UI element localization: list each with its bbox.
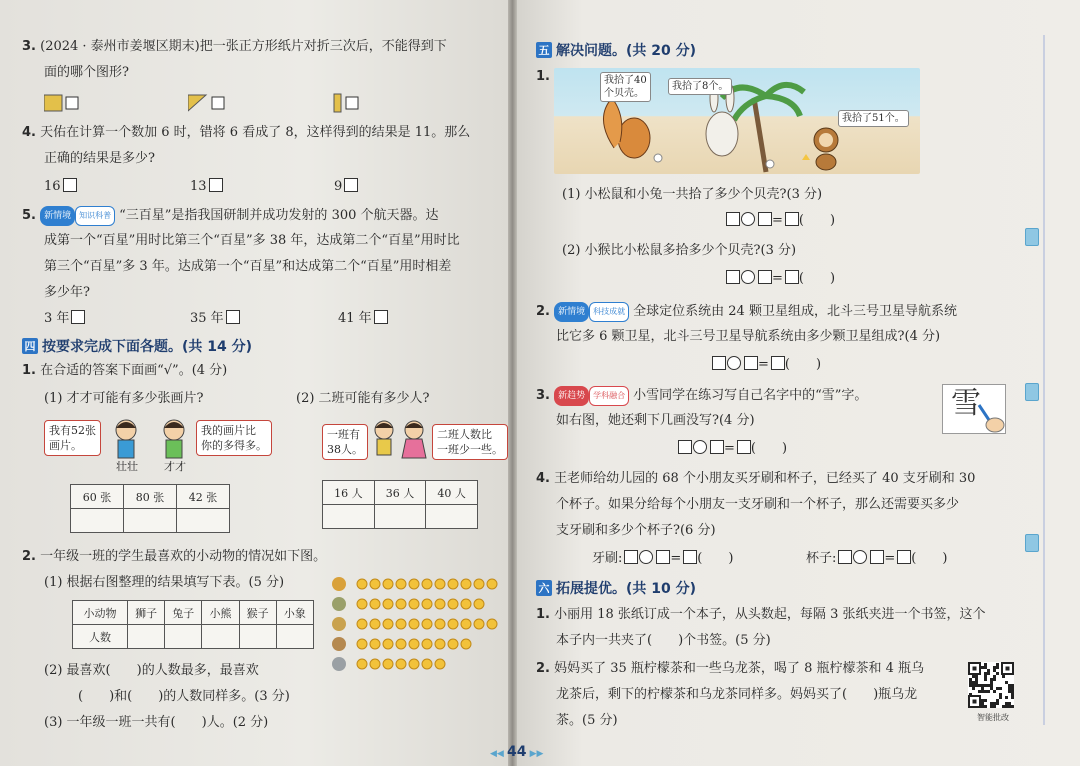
tally-dot <box>435 619 445 629</box>
q5-option-3[interactable]: 41 年 <box>338 310 388 328</box>
tally-dot <box>370 599 380 609</box>
toothbrush-equation[interactable]: 牙刷: = ( ) <box>592 551 734 566</box>
answer-cell[interactable] <box>165 625 202 649</box>
section-4-header: 四 按要求完成下面各题。(共 14 分) <box>22 336 252 356</box>
animal-tally-table <box>72 600 314 649</box>
qr-code-block[interactable] <box>968 662 1018 722</box>
tally-dot <box>370 579 380 589</box>
character-practice-box <box>942 384 1006 434</box>
tally-dot <box>357 599 367 609</box>
tally-dot <box>383 579 393 589</box>
tally-dot <box>409 619 419 629</box>
table-cell: 60 张 <box>71 485 124 509</box>
q4-option-2[interactable]: 13 <box>190 178 223 196</box>
section-badge: 六 <box>536 580 552 596</box>
new-context-tag: 新情境 <box>40 206 75 226</box>
picture-count-table <box>70 484 230 533</box>
tally-dot <box>383 639 393 649</box>
book-spine <box>508 0 517 766</box>
question-5-line2: 成第一个“百星”用时比第三个“百星”多 38 年，达成第二个“百星”用时比 <box>44 233 460 248</box>
extension-question-2: 2. 妈妈买了 35 瓶柠檬茶和一些乌龙茶，喝了 8 瓶柠檬茶和 4 瓶乌 <box>536 661 925 676</box>
s4q2-sub2-line1: (2) 最喜欢( )的人数最多，最喜欢 <box>44 663 259 678</box>
s4q2-sub3: (3) 一年级一班一共有( )人。(2 分) <box>44 715 269 730</box>
table-header: 兔子 <box>165 601 202 625</box>
answer-cell[interactable] <box>276 625 313 649</box>
tally-dot <box>461 619 471 629</box>
shape-option-c[interactable] <box>332 93 372 117</box>
answer-cell[interactable] <box>202 625 239 649</box>
q4-option-1[interactable]: 16 <box>44 178 77 196</box>
q5-option-2[interactable]: 35 年 <box>190 310 240 328</box>
speech-bubble: 我拾了40 个贝壳。 <box>600 72 651 102</box>
animal-icon <box>332 637 346 651</box>
question-4: 4. 天佑在计算一个数加 6 时，错将 6 看成了 8，这样得到的结果是 11。那么 <box>22 125 471 140</box>
table-header: 狮子 <box>127 601 164 625</box>
r-q4-line2: 个杯子。如果分给每个小朋友一支牙刷和一个杯子，那么还需要买多少 <box>556 497 960 512</box>
tally-dot <box>435 599 445 609</box>
animal-icon <box>332 617 346 631</box>
table-cell: 42 张 <box>177 485 230 509</box>
margin-rule <box>1043 35 1045 725</box>
tally-dot <box>487 579 497 589</box>
tally-dot <box>448 639 458 649</box>
tally-dot <box>409 599 419 609</box>
table-header: 猴子 <box>239 601 276 625</box>
answer-cell[interactable] <box>239 625 276 649</box>
class-size-table <box>322 480 478 529</box>
new-trend-tag: 新趋势 <box>554 386 589 406</box>
tally-dot <box>383 659 393 669</box>
knowledge-tag: 知识科普 <box>75 206 115 226</box>
tally-dot <box>474 619 484 629</box>
animal-icon <box>332 657 346 671</box>
tally-dot <box>357 639 367 649</box>
e2-line2: 龙茶后，剩下的柠檬茶和乌龙茶同样多。妈妈买了( )瓶乌龙 <box>556 687 918 702</box>
extension-question-1: 1. 小丽用 18 张纸订成一个本子，从头数起，每隔 3 张纸夹进一个书签，这个 <box>536 607 986 622</box>
shape-option-b[interactable] <box>188 93 232 117</box>
speech-bubble: 一班有 38人。 <box>322 424 368 460</box>
question-5-line3: 第三个“百星”多 3 年。达成第一个“百星”和达成第二个“百星”用时相差 <box>44 259 452 274</box>
tally-dot <box>435 639 445 649</box>
answer-box[interactable] <box>71 310 85 324</box>
tally-dot <box>370 659 380 669</box>
tally-dot <box>396 639 406 649</box>
practice-character: 雪 <box>951 386 981 421</box>
q4-option-3[interactable]: 9 <box>334 178 358 196</box>
tally-dot <box>383 599 393 609</box>
half-rect-shape-icon <box>44 94 84 112</box>
s4-question-1: 1. 在合适的答案下面画“√”。(4 分) <box>22 363 228 378</box>
answer-cell[interactable] <box>426 505 478 529</box>
table-cell: 16 人 <box>323 481 375 505</box>
shape-option-a[interactable] <box>44 94 84 116</box>
r-question-1: 1. <box>536 69 550 84</box>
tally-dot <box>370 639 380 649</box>
tally-dot <box>461 639 471 649</box>
tally-dot <box>422 619 432 629</box>
question-5-line4: 多少年? <box>44 285 90 300</box>
two-kids-illustration-icon <box>370 418 432 466</box>
section-6-header: 六 拓展提优。(共 10 分) <box>536 578 696 598</box>
side-tab <box>1025 534 1039 552</box>
answer-cell[interactable] <box>374 505 426 529</box>
side-tab <box>1025 383 1039 401</box>
r-question-3: 3. 新趋势 学科融合 小雪同学在练习写自己名字中的“雪”字。 <box>536 386 867 406</box>
name-label: 壮壮 <box>116 460 138 473</box>
answer-cell[interactable] <box>71 509 124 533</box>
page-number: ◀◀ 44 ▶▶ <box>490 744 544 760</box>
tally-dot <box>357 619 367 629</box>
row-label: 人数 <box>73 625 128 649</box>
tally-dot <box>396 599 406 609</box>
r-q3-line2: 如右图，她还剩下几画没写?(4 分) <box>556 413 755 428</box>
r-q1-sub2: (2) 小猴比小松鼠多拾多少个贝壳?(3 分) <box>562 243 797 258</box>
question-5: 5. 新情境 知识科普 “三百星”是指我国研制并成功发射的 300 个航天器。达 <box>22 206 439 226</box>
table-header: 小动物 <box>73 601 128 625</box>
tally-dot <box>396 619 406 629</box>
cross-subject-tag: 学科融合 <box>589 386 629 406</box>
table-header: 小熊 <box>202 601 239 625</box>
beach-illustration <box>554 68 920 174</box>
q5-option-1[interactable]: 3 年 <box>44 310 85 328</box>
answer-box[interactable] <box>63 178 77 192</box>
answer-cell[interactable] <box>177 509 230 533</box>
answer-box[interactable] <box>209 178 223 192</box>
speech-bubble: 我拾了8个。 <box>668 78 732 95</box>
tally-dot <box>357 579 367 589</box>
tally-dot <box>422 579 432 589</box>
equation-blank[interactable]: = ( ) <box>710 356 821 374</box>
answer-box[interactable] <box>344 178 358 192</box>
tally-dot <box>409 659 419 669</box>
tally-dot <box>370 619 380 629</box>
tally-dot <box>422 639 432 649</box>
side-tab <box>1025 228 1039 246</box>
s4q1-sub2: (2) 二班可能有多少人? <box>296 391 430 406</box>
r-q1-sub1: (1) 小松鼠和小兔一共拾了多少个贝壳?(3 分) <box>562 187 823 202</box>
animal-icon <box>332 577 346 591</box>
left-arrows-icon: ◀◀ <box>490 749 507 759</box>
equation-blank[interactable]: = ( ) <box>724 212 835 230</box>
hand-pencil-icon <box>977 403 1005 433</box>
right-arrows-icon: ▶▶ <box>526 749 544 759</box>
answer-cell[interactable] <box>124 509 177 533</box>
answer-cell[interactable] <box>127 625 164 649</box>
cup-equation[interactable]: 杯子: = ( ) <box>806 551 948 566</box>
tally-dot <box>409 579 419 589</box>
table-cell: 40 人 <box>426 481 478 505</box>
tally-dot <box>435 579 445 589</box>
tally-dot <box>422 599 432 609</box>
animal-icon <box>332 597 346 611</box>
tally-dot <box>448 579 458 589</box>
tally-dot <box>487 619 497 629</box>
speech-bubble: 二班人数比 一班少一些。 <box>432 424 508 460</box>
name-label: 才才 <box>164 460 186 473</box>
new-context-tag: 新情境 <box>554 302 589 322</box>
s4-question-2: 2. 一年级一班的学生最喜欢的小动物的情况如下图。 <box>22 549 327 564</box>
answer-box[interactable] <box>226 310 240 324</box>
section-5-header: 五 解决问题。(共 20 分) <box>536 40 696 60</box>
equation-blank[interactable]: = ( ) <box>676 440 787 458</box>
r-question-4: 4. 王老师给幼儿园的 68 个小朋友买牙刷和杯子，已经买了 40 支牙刷和 30 <box>536 471 976 486</box>
s4q2-sub2-line2: ( )和( )的人数同样多。(3 分) <box>78 689 290 704</box>
animal-tally-chart-icon <box>330 576 506 676</box>
table-cell: 36 人 <box>374 481 426 505</box>
qr-label: 智能批改 <box>977 713 1009 722</box>
table-cell: 80 张 <box>124 485 177 509</box>
tally-dot <box>396 579 406 589</box>
answer-cell[interactable] <box>323 505 375 529</box>
section-badge: 五 <box>536 42 552 58</box>
triangle-shape-icon <box>188 93 232 113</box>
s4q1-sub1: (1) 才才可能有多少张画片? <box>44 391 204 406</box>
strip-shape-icon <box>332 93 372 113</box>
question-4-line2: 正确的结果是多少? <box>44 151 155 166</box>
table-header: 小象 <box>276 601 313 625</box>
tally-dot <box>474 579 484 589</box>
question-3: 3. (2024 · 泰州市姜堰区期末)把一张正方形纸片对折三次后，不能得到下 <box>22 39 447 54</box>
r-q2-line2: 比它多 6 颗卫星，北斗三号卫星导航系统由多少颗卫星组成?(4 分) <box>556 329 941 344</box>
tally-dot <box>461 599 471 609</box>
tally-dot <box>435 659 445 669</box>
tech-tag: 科技成就 <box>589 302 629 322</box>
answer-box[interactable] <box>374 310 388 324</box>
tally-dot <box>383 619 393 629</box>
e1-line2: 本子内一共夹了( )个书签。(5 分) <box>556 633 771 648</box>
question-3-line2: 面的哪个图形? <box>44 65 129 80</box>
e2-line3: 茶。(5 分) <box>556 713 618 728</box>
tally-dot <box>448 619 458 629</box>
tally-dot <box>474 599 484 609</box>
tally-dot <box>396 659 406 669</box>
qr-code-icon <box>968 662 1014 708</box>
tally-dot <box>461 579 471 589</box>
speech-bubble: 我有52张 画片。 <box>44 420 101 456</box>
tally-dot <box>409 639 419 649</box>
speech-bubble: 我拾了51个。 <box>838 110 909 127</box>
s4q2-sub1: (1) 根据右图整理的结果填写下表。(5 分) <box>44 575 285 590</box>
r-q4-line3: 支牙刷和多少个杯子?(6 分) <box>556 523 716 538</box>
speech-bubble: 我的画片比 你的多得多。 <box>196 420 272 456</box>
section-badge: 四 <box>22 338 38 354</box>
tally-dot <box>357 659 367 669</box>
tally-dot <box>422 659 432 669</box>
equation-blank[interactable]: = ( ) <box>724 270 835 288</box>
r-question-2: 2. 新情境 科技成就 全球定位系统由 24 颗卫星组成，北斗三号卫星导航系统 <box>536 302 957 322</box>
tally-dot <box>448 599 458 609</box>
